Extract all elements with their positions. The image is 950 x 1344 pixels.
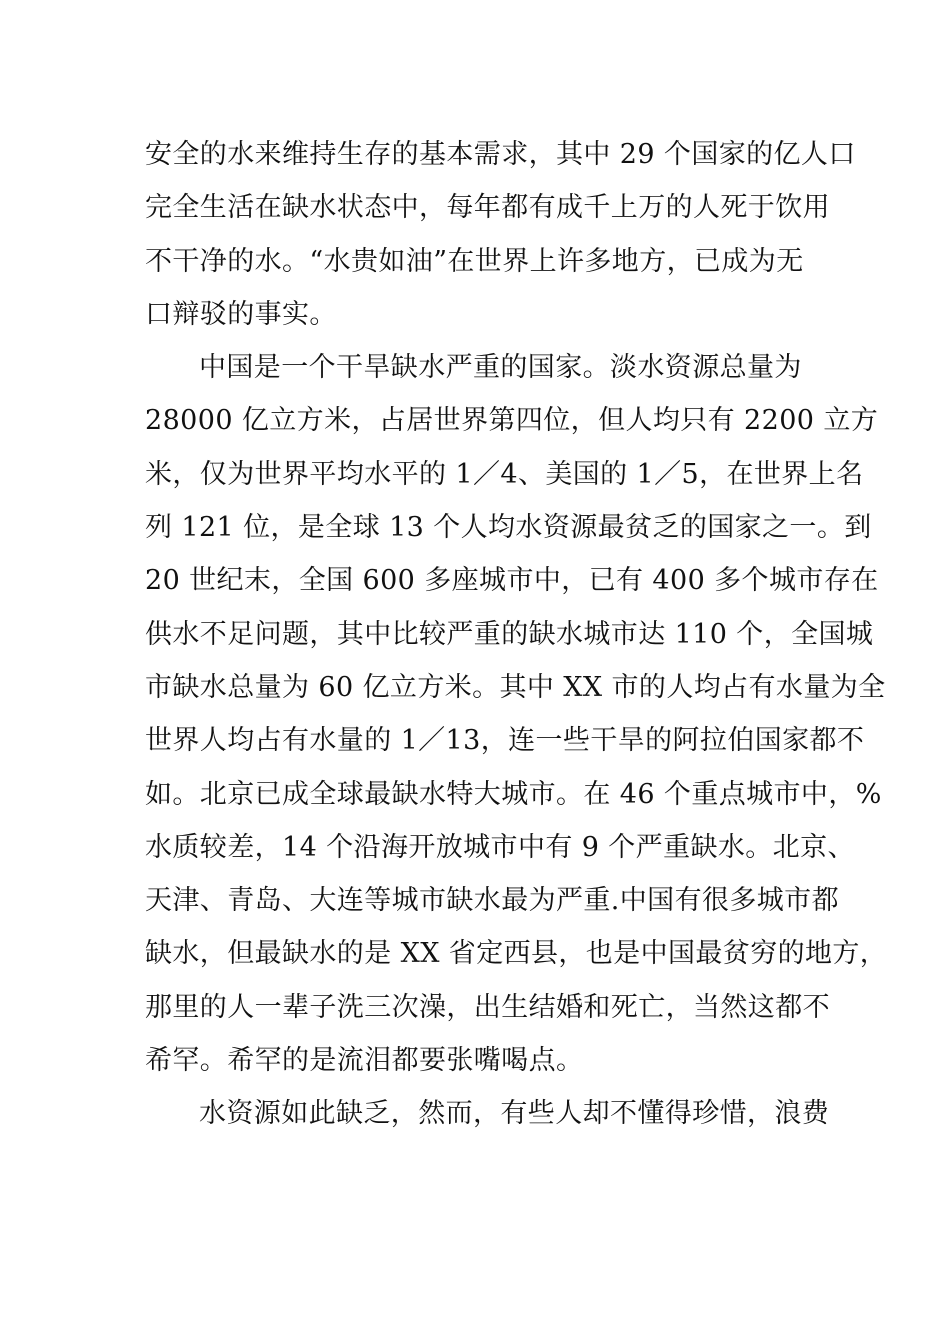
text-line: 市缺水总量为 60 亿立方米。其中 XX 市的人均占有水量为全 xyxy=(145,671,886,703)
text-line: 天津、青岛、大连等城市缺水最为严重.中国有很多城市都 xyxy=(145,885,839,917)
text-line: 那里的人一辈子洗三次澡，出生结婚和死亡，当然这都不 xyxy=(145,991,830,1023)
text-line: 米，仅为世界平均水平的 1／4、美国的 1／5，在世界上名 xyxy=(145,458,864,490)
text-line: 如。北京已成全球最缺水特大城市。在 46 个重点城市中，% xyxy=(145,778,882,810)
text-line: 不干净的水。“水贵如油”在世界上许多地方，已成为无 xyxy=(145,245,804,277)
text-line: 安全的水来维持生存的基本需求，其中 29 个国家的亿人口 xyxy=(145,139,856,170)
text-line: 20 世纪末，全国 600 多座城市中，已有 400 多个城市存在 xyxy=(145,565,879,597)
text-line: 希罕。希罕的是流泪都要张嘴喝点。 xyxy=(145,1045,584,1077)
text-line: 列 121 位，是全球 13 个人均水资源最贫乏的国家之一。到 xyxy=(145,512,872,544)
text-line: 世界人均占有水量的 1／13，连一些干旱的阿拉伯国家都不 xyxy=(145,725,865,757)
text-line: 28000 亿立方米，占居世界第四位，但人均只有 2200 立方 xyxy=(145,405,879,437)
text-line: 水质较差，14 个沿海开放城市中有 9 个严重缺水。北京、 xyxy=(145,831,855,863)
text-line: 口辩驳的事实。 xyxy=(145,298,337,330)
paragraph-start-line: 水资源如此缺乏，然而，有些人却不懂得珍惜，浪费 xyxy=(199,1098,830,1130)
text-line: 供水不足问题，其中比较严重的缺水城市达 110 个，全国城 xyxy=(145,618,874,650)
text-line: 完全生活在缺水状态中，每年都有成千上万的人死于饮用 xyxy=(145,192,830,224)
body-text xyxy=(145,128,888,1141)
text-line: 缺水，但最缺水的是 XX 省定西县，也是中国最贫穷的地方， xyxy=(145,938,888,970)
paragraph-start-line: 中国是一个干旱缺水严重的国家。淡水资源总量为 xyxy=(199,352,802,384)
